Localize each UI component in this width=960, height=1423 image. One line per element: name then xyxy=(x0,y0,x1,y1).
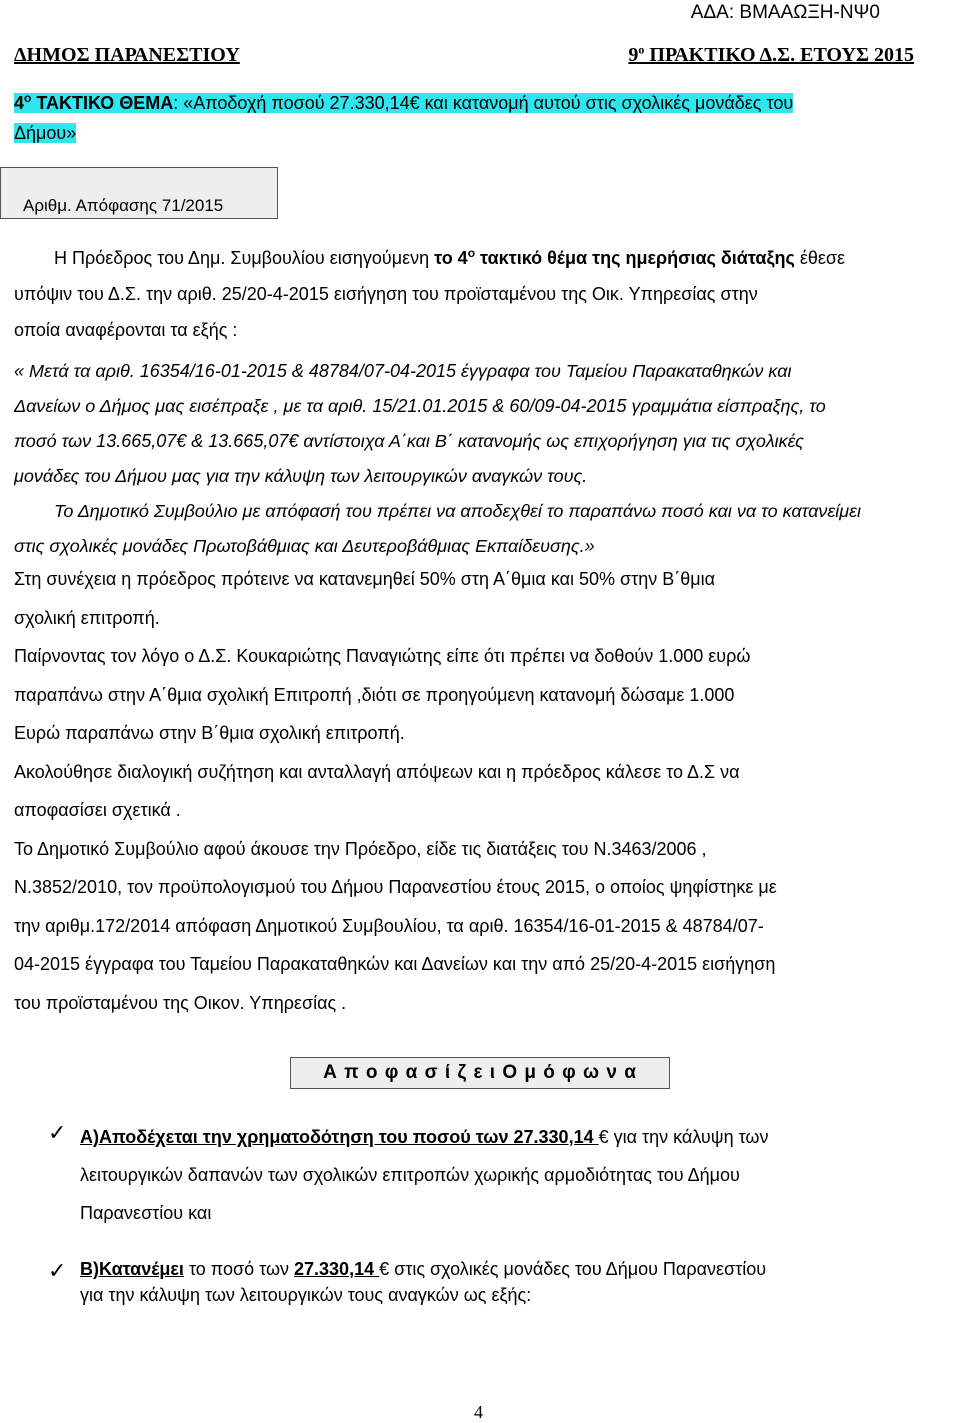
minutes-sup: ο xyxy=(638,42,645,57)
item-b-line-2: για την κάλυψη των λειτουργικών τους αναγκών ως εξής: xyxy=(80,1285,532,1305)
unanimous-decision-heading: Α π ο φ α σ ί ζ ε ι Ο μ ό φ ω ν α xyxy=(290,1057,670,1089)
body-line-11: 04-2015 έγγραφα του Ταμείου Παρακαταθηκών και Δανείων και την από 25/20-4-2015 εισήγηση xyxy=(14,954,776,974)
body-line-6: Ακολούθησε διαλογική συζήτηση και ανταλλαγή απόψεων και η πρόεδρος κάλεσε το Δ.Σ να xyxy=(14,761,740,782)
topic-line2: Δήμου» xyxy=(14,123,77,143)
intro-line-3: οποία αναφέρονται τα εξής : xyxy=(14,320,238,340)
quote-line-5: Το Δημοτικό Συμβούλιο με απόφασή του πρέπει να αποδεχθεί το παραπάνω ποσό και να το κατανείμει xyxy=(54,501,862,521)
minutes-text: ΠΡΑΚΤΙΚΟ Δ.Σ. ΕΤΟΥΣ 2015 xyxy=(644,44,914,66)
municipality-header: ΔΗΜΟΣ ΠΑΡΑΝΕΣΤΙΟΥ xyxy=(14,44,240,66)
page-number: 4 xyxy=(474,1402,483,1422)
quoted-report xyxy=(14,354,944,564)
topic-sup: ο xyxy=(24,91,32,105)
body-line-1: Στη συνέχεια η πρόεδρος πρότεινε να κατανεμηθεί 50% στη Α΄θμια και 50% στην Β΄θμια xyxy=(14,569,716,589)
topic-num: 4 xyxy=(14,93,25,113)
topic-title xyxy=(14,88,944,148)
body-line-7: αποφασίσει σχετικά . xyxy=(14,800,181,820)
body-line-5: Ευρώ παραπάνω στην Β΄θμια σχολική επιτροπή. xyxy=(14,723,405,743)
minutes-num: 9 xyxy=(628,44,639,66)
item-b-line-1: Β)Κατανέμει το ποσό των 27.330,14 € στις σχολικές μονάδες του Δήμου Παρανεστίου xyxy=(80,1259,767,1279)
decision-number: Αριθμ. Απόφασης 71/2015 xyxy=(23,196,224,215)
quote-line-6: στις σχολικές μονάδες Πρωτοβάθμιας και Δευτεροβάθμιας Εκπαίδευσης.» xyxy=(14,536,595,556)
intro-paragraph xyxy=(14,240,944,348)
decision-number-box xyxy=(0,167,278,219)
quote-line-2: Δανείων ο Δήμος μας εισέπραξε , με τα αριθ. 15/21.01.2015 & 60/09-04-2015 γραμμάτια είσπραξης, το xyxy=(14,396,826,416)
body-line-12: του προϊσταμένου της Οικον. Υπηρεσίας . xyxy=(14,992,347,1013)
body-line-9: Ν.3852/2010, τον προϋπολογισμού του Δήμου Παρανεστίου έτους 2015, ο οποίος ψηφίστηκε με xyxy=(14,877,777,897)
item-a-line-3: Παρανεστίου και xyxy=(80,1203,212,1223)
topic-line1: : «Αποδοχή ποσού 27.330,14€ και κατανομή αυτού στις σχολικές μονάδες του xyxy=(173,93,794,113)
checkmark-icon: ✓ xyxy=(48,1258,67,1283)
body-line-3: Παίρνοντας τον λόγο ο Δ.Σ. Κουκαριώτης Παναγιώτης είπε ότι πρέπει να δοθούν 1.000 ευρώ xyxy=(14,646,751,666)
item-a-line-2: λειτουργικών δαπανών των σχολικών επιτροπών χωρικής αρμοδιότητας του Δήμου xyxy=(80,1165,740,1185)
ada-code: ΑΔΑ: ΒΜΑΑΩΞΗ-ΝΨ0 xyxy=(690,2,880,23)
quote-line-4: μονάδες του Δήμου μας για την κάλυψη των λειτουργικών αναγκών τους. xyxy=(14,466,588,486)
body-line-2: σχολική επιτροπή. xyxy=(14,607,160,628)
intro-line-1: Η Πρόεδρος του Δημ. Συμβουλίου εισηγούμενη το $4^o$ τακτικό θέμα της ημερήσιας διάταξης έθεσε xyxy=(54,246,846,268)
decision-item-a xyxy=(80,1118,944,1232)
discussion-paragraph xyxy=(14,560,944,1022)
body-line-8: Το Δημοτικό Συμβούλιο αφού άκουσε την Πρόεδρο, είδε τις διατάξεις του Ν.3463/2006 , xyxy=(14,838,707,859)
quote-line-1: « Μετά τα αριθ. 16354/16-01-2015 & 48784/07-04-2015 έγγραφα του Ταμείου Παρακαταθηκών και xyxy=(14,361,792,381)
intro-line-2: υπόψιν του Δ.Σ. την αριθ. 25/20-4-2015 εισήγηση του προϊσταμένου της Οικ. Υπηρεσίας στην xyxy=(14,284,758,304)
minutes-header xyxy=(628,44,914,67)
topic-label: ΤΑΚΤΙΚΟ ΘΕΜΑ xyxy=(31,93,174,113)
quote-line-3: ποσό των 13.665,07€ & 13.665,07€ αντίστοιχα Α΄και Β΄ κατανομής ως επιχορήγηση για τις σχολικές xyxy=(14,431,804,451)
checkmark-icon: ✓ xyxy=(48,1120,67,1145)
item-a-line-1: Α)Αποδέχεται την χρηματοδότηση του ποσού των 27.330,14 € για την κάλυψη των xyxy=(80,1127,769,1147)
body-line-4: παραπάνω στην Α΄θμια σχολική Επιτροπή ,διότι σε προηγούμενη κατανομή δώσαμε 1.000 xyxy=(14,684,735,705)
decision-item-b xyxy=(80,1256,944,1308)
body-line-10: την αριθμ.172/2014 απόφαση Δημοτικού Συμβουλίου, τα αριθ. 16354/16-01-2015 & 48784/07- xyxy=(14,915,764,936)
